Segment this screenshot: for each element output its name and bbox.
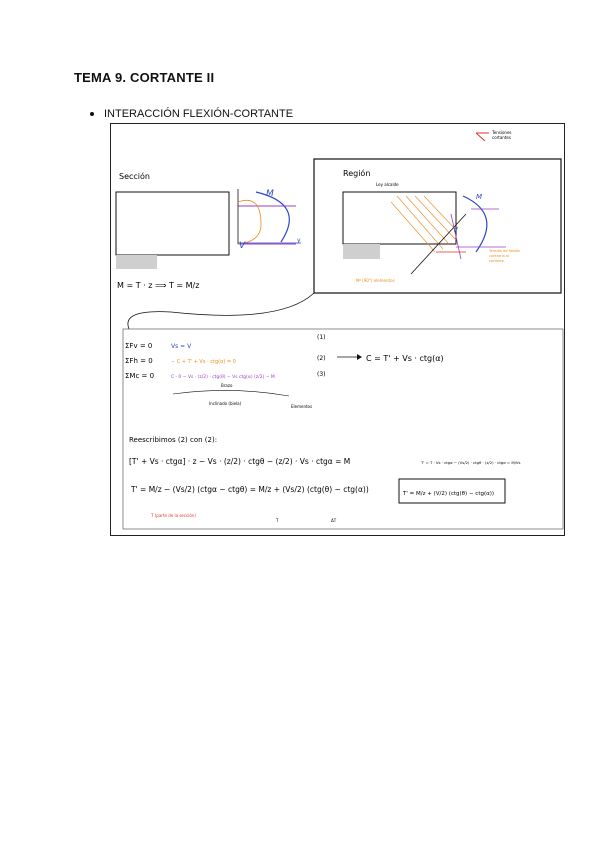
legend — [476, 130, 511, 141]
side-note-3: cortante — [489, 259, 504, 263]
region-shear-label: V — [453, 226, 458, 234]
eq1-lhs: ΣFv = 0 — [125, 342, 153, 350]
under-note-3: ΔT — [331, 518, 337, 523]
connector-curve — [128, 293, 314, 329]
bullet-item — [90, 108, 293, 120]
stress-diagram — [238, 189, 301, 251]
rewrite-title: Reescribimos (2) con (2): — [129, 436, 218, 444]
under-note-2: T — [276, 518, 279, 523]
figure-svg — [111, 124, 566, 537]
eq2-rhs: − C + T' + Vs · ctg(α) = 0 — [171, 359, 236, 365]
bullet-label: INTERACCIÓN FLEXIÓN-CORTANTE — [104, 108, 294, 120]
region-note-orange: Nº (90°) elementos — [356, 278, 395, 283]
section-support — [116, 255, 157, 269]
eq3-lhs: ΣMc = 0 — [125, 372, 155, 380]
eq-result: C = T' + Vs · ctg(α) — [366, 354, 444, 363]
seccion-label: Sección — [119, 172, 150, 181]
equations-block — [123, 329, 563, 529]
rewrite-line-1: [T' + Vs · ctgα] · z − Vs · (z/2) · ctgθ − (z/2) · Vs · ctgα = M — [129, 457, 351, 466]
section-rect — [116, 192, 229, 255]
eq3-rhs: C · 0 − Vs · (z/2) · ctg(θ) − Vs ctg(α) (z/2) − M — [171, 375, 275, 380]
boxed-result: T' = M/z + (V/2) (ctg(θ) − ctg(α)) — [403, 491, 495, 497]
y-axis-label: y — [297, 237, 301, 244]
region-panel — [314, 159, 561, 293]
eq1-num: (1) — [317, 334, 326, 341]
annot-brazo: Brazo — [221, 383, 233, 388]
bullet-dot — [90, 112, 94, 116]
region-note-top: Ley alcalde — [376, 182, 399, 187]
page-title: TEMA 9. CORTANTE II — [74, 70, 215, 85]
rewrite-line-2: T' = M/z − (Vs/2) (ctgα − ctgθ) = M/z + (Vs/2) (ctg(θ) − ctg(α)) — [131, 485, 369, 494]
under-note-1: T (parte de la sección) — [151, 513, 196, 518]
shear-label: V — [239, 241, 246, 251]
moment-label: M — [266, 189, 274, 199]
side-note-2: contraria al — [489, 254, 510, 258]
eq-m-tz: M = T · z ⟹ T = M/z — [117, 281, 200, 290]
side-note-1: Tensión de flexión — [489, 249, 521, 253]
annot-elementos: Elementos — [291, 404, 313, 409]
eq1-rhs: Vs = V — [171, 343, 192, 350]
legend-line-1: Tensiones — [492, 130, 512, 135]
region-label: Región — [343, 169, 371, 178]
legend-line-2: cortantes — [492, 135, 511, 140]
handwritten-figure — [110, 123, 565, 536]
eq2-num: (2) — [317, 355, 326, 362]
annot-inclinado: Inclinado (biela) — [209, 401, 242, 406]
eq2-lhs: ΣFh = 0 — [125, 357, 153, 365]
rewrite-line-1-right: T' = T · Vs · ctgα − (Vs/2) · ctgθ · (z/2) · ctgα = M/Vs — [421, 460, 521, 465]
region-moment-label: M — [476, 193, 483, 201]
eq3-num: (3) — [317, 371, 326, 378]
